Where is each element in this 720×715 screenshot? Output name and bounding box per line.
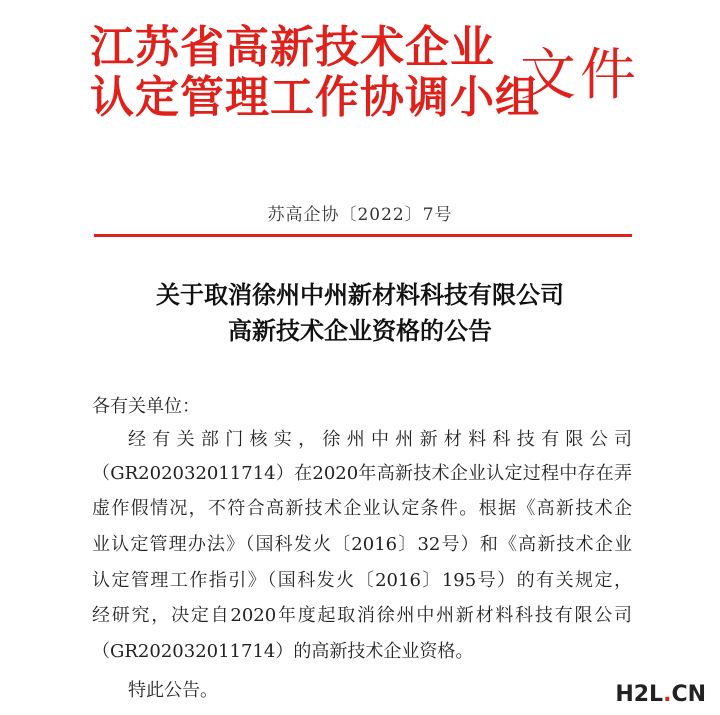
watermark-brand: H2L [615, 682, 664, 707]
watermark-dot: . [663, 682, 672, 707]
closing-text: 特此公告。 [128, 680, 218, 701]
body-text-line: 经研究，决定自2020年度起取消徐州中州新材料科技有限公司 [92, 605, 632, 626]
document-label: 文件 [520, 43, 640, 108]
announcement-title-line-2: 高新技术企业资格的公告 [228, 317, 492, 345]
body-text-line: （GR202032011714）在2020年高新技术企业认定过程中存在弄 [92, 463, 632, 484]
issuer-name-line-2: 认定管理工作协调小组 [90, 72, 540, 123]
document-number: 苏高企协〔2022〕7号 [267, 205, 453, 225]
document-header [90, 18, 650, 128]
body-text-line: 认定管理工作指引》（国科发火〔2016〕195号）的有关规定， [92, 570, 632, 591]
red-divider [94, 234, 632, 237]
body-text-line: 经有关部门核实，徐州中州新材料科技有限公司 [128, 429, 632, 450]
watermark-tld: CN [671, 682, 706, 707]
salutation: 各有关单位： [92, 396, 200, 417]
issuer-name-line-1: 江苏省高新技术企业 [90, 22, 495, 73]
body-text-line: 业认定管理办法》（国科发火〔2016〕32号）和《高新技术企业 [92, 534, 632, 555]
body-text-line: （GR202032011714）的高新技术企业资格。 [92, 641, 474, 662]
site-watermark [611, 682, 710, 707]
body-text-line: 虚作假情况，不符合高新技术企业认定条件。根据《高新技术企 [92, 498, 632, 519]
announcement-title-line-1: 关于取消徐州中州新材料科技有限公司 [156, 281, 564, 309]
